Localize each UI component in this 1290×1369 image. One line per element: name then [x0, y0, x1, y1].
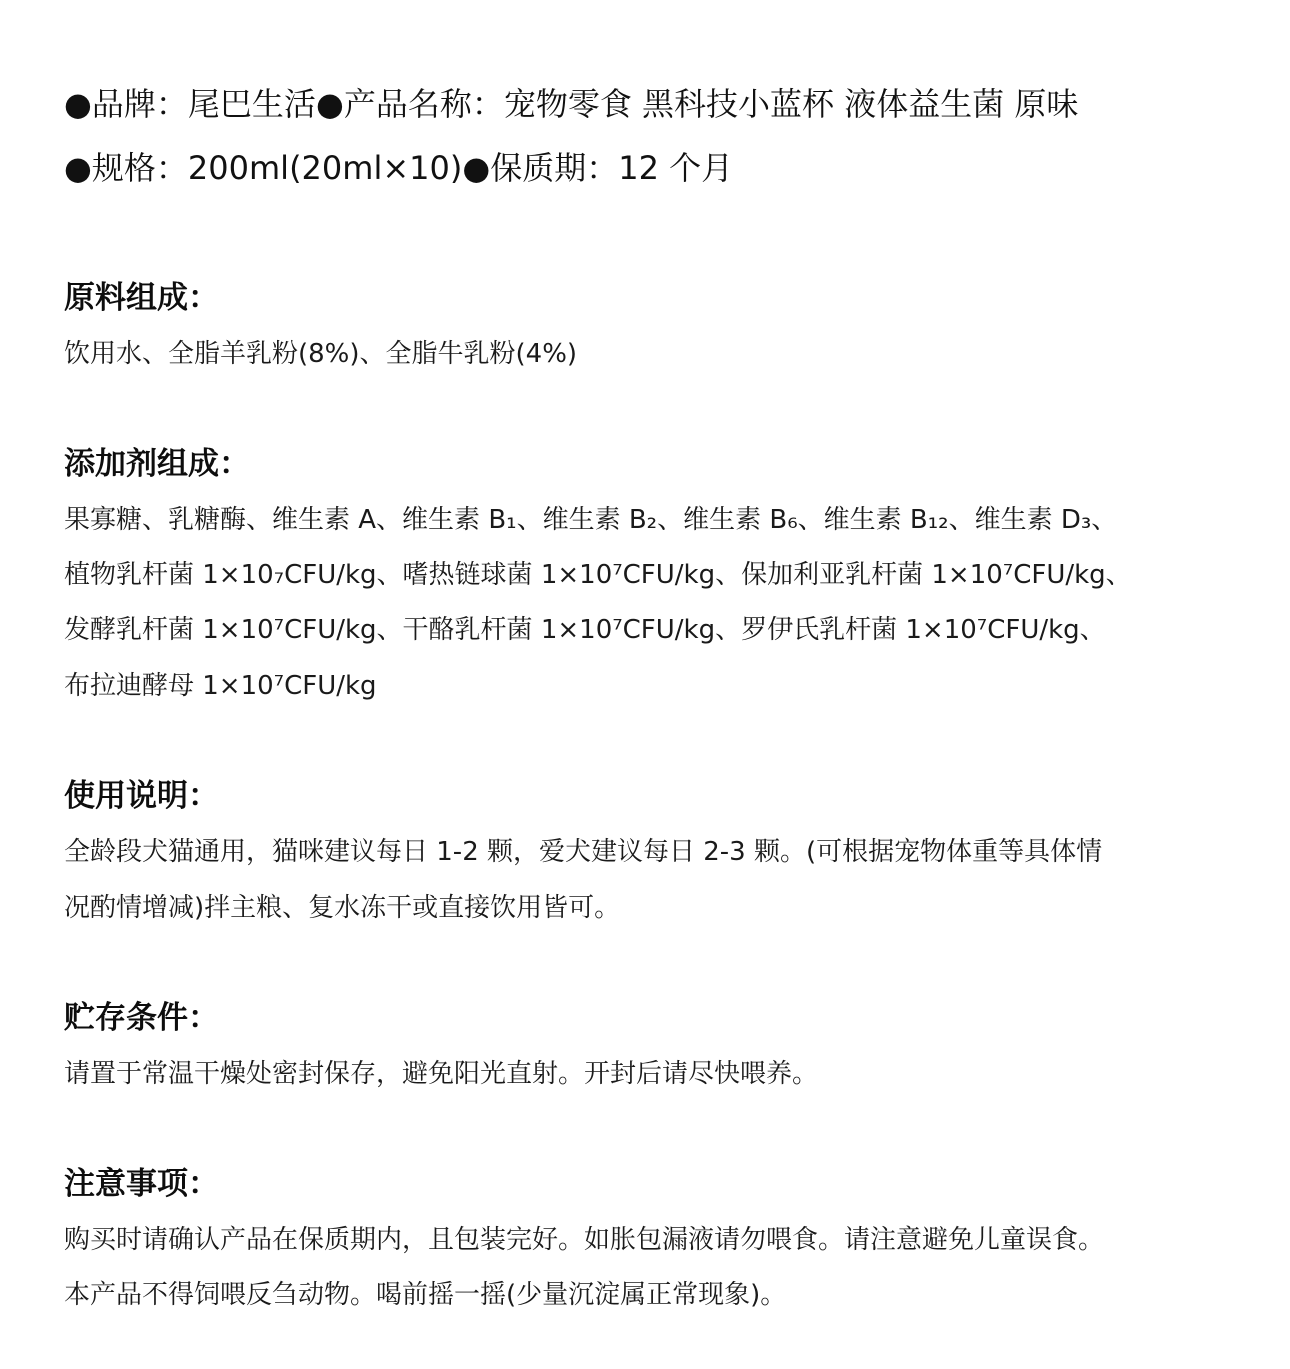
product-name-spec: ●产品名称：宠物零食 黑科技小蓝杯 液体益生菌 原味 — [315, 85, 1079, 123]
brand-spec: ●品牌：尾巴生活 — [64, 85, 316, 123]
spec-line-brand-product — [64, 84, 1078, 124]
notes-line: 本产品不得饲喂反刍动物。喝前摇一摇(少量沉淀属正常现象)。 — [64, 1280, 787, 1310]
notes-title: 注意事项： — [64, 1166, 219, 1202]
storage-line: 请置于常温干燥处密封保存，避免阳光直射。开封后请尽快喂养。 — [64, 1059, 819, 1089]
storage-title: 贮存条件： — [64, 1000, 219, 1036]
raw-materials-line: 饮用水、全脂羊乳粉(8%)、全脂牛乳粉(4%) — [64, 339, 578, 369]
additives-line: 发酵乳杆菌 1×10⁷CFU/kg、干酪乳杆菌 1×10⁷CFU/kg、罗伊氏乳杆菌 1×10⁷CFU/kg、 — [64, 615, 1106, 645]
usage-title: 使用说明： — [64, 778, 219, 814]
usage-line: 全龄段犬猫通用，猫咪建议每日 1-2 颗，爱犬建议每日 2-3 颗。(可根据宠物体重等具体情 — [64, 837, 1103, 867]
additives-line: 植物乳杆菌 1×10₇CFU/kg、嗜热链球菌 1×10⁷CFU/kg、保加利亚乳杆菌 1×10⁷CFU/kg、 — [64, 560, 1132, 590]
additives-line: 布拉迪酵母 1×10⁷CFU/kg — [64, 671, 377, 701]
raw-materials-title: 原料组成： — [64, 280, 219, 316]
shelf-life-spec: ●保质期：12 个月 — [462, 149, 734, 187]
notes-line: 购买时请确认产品在保质期内，且包装完好。如胀包漏液请勿喂食。请注意避免儿童误食。 — [64, 1225, 1105, 1255]
additives-line: 果寡糖、乳糖酶、维生素 A、维生素 B₁、维生素 B₂、维生素 B₆、维生素 B₁₂、维生素 D₃、 — [64, 505, 1118, 535]
usage-line: 况酌情增减)拌主粮、复水冻干或直接饮用皆可。 — [64, 893, 621, 923]
additives-title: 添加剂组成： — [64, 446, 250, 482]
spec-line-size-shelf-life — [64, 148, 733, 188]
size-spec: ●规格：200ml(20ml×10) — [64, 149, 463, 187]
